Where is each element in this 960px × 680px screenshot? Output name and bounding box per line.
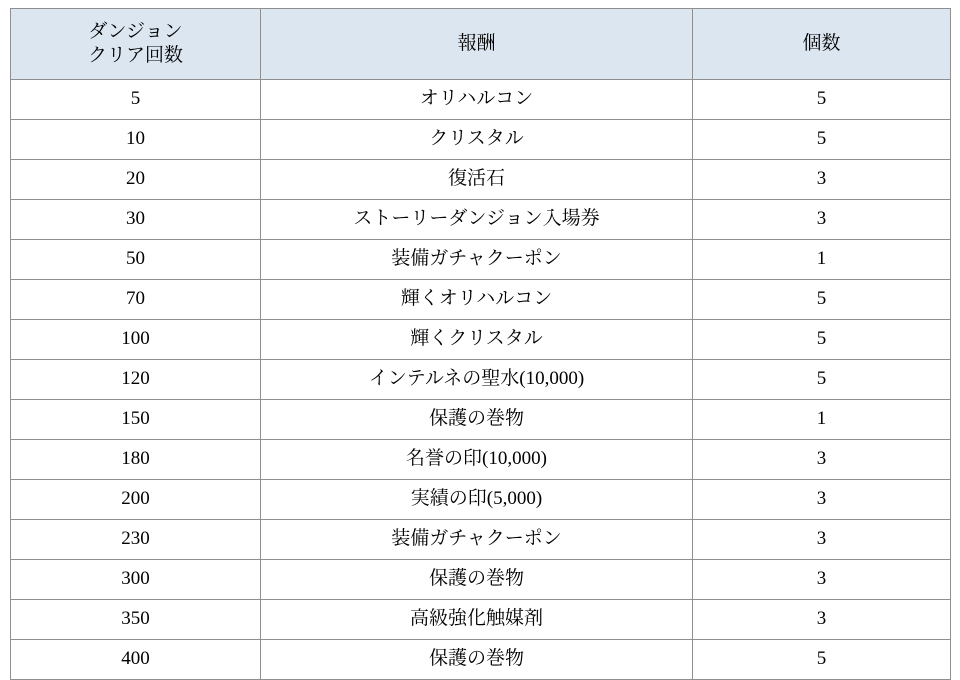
cell-count: 5 [693,320,951,360]
cell-reward: インテルネの聖水(10,000) [261,360,693,400]
cell-reward: 輝くオリハルコン [261,280,693,320]
cell-clear-count: 180 [11,440,261,480]
table-row [11,400,951,440]
cell-clear-count: 230 [11,520,261,560]
cell-clear-count: 30 [11,200,261,240]
cell-count: 1 [693,240,951,280]
cell-clear-count: 70 [11,280,261,320]
cell-count: 5 [693,360,951,400]
cell-clear-count: 100 [11,320,261,360]
cell-reward: 保護の巻物 [261,400,693,440]
cell-reward: 復活石 [261,160,693,200]
table-row [11,360,951,400]
table-row [11,160,951,200]
cell-clear-count: 20 [11,160,261,200]
table-header-row [11,9,951,80]
cell-count: 3 [693,520,951,560]
column-header-count-line1: 個数 [802,32,841,54]
table-row [11,200,951,240]
column-header-clear-count [11,9,261,80]
column-header-clear-count-line1: ダンジョン [88,20,183,42]
table-row [11,520,951,560]
cell-reward: ストーリーダンジョン入場券 [261,200,693,240]
table-row [11,240,951,280]
cell-reward: 保護の巻物 [261,640,693,680]
table-row [11,320,951,360]
column-header-clear-count-line2: クリア回数 [87,45,183,66]
cell-reward: 装備ガチャクーポン [261,520,693,560]
cell-reward: クリスタル [261,120,693,160]
cell-clear-count: 200 [11,480,261,520]
table-row [11,80,951,120]
table-row [11,440,951,480]
table-row [11,480,951,520]
table-body [11,80,951,680]
cell-clear-count: 50 [11,240,261,280]
table-row [11,560,951,600]
column-header-count [693,9,951,80]
cell-clear-count: 400 [11,640,261,680]
cell-reward: 高級強化触媒剤 [261,600,693,640]
table-row [11,120,951,160]
cell-count: 3 [693,600,951,640]
cell-count: 5 [693,280,951,320]
dungeon-reward-table [10,8,951,680]
cell-reward: 保護の巻物 [261,560,693,600]
cell-count: 5 [693,120,951,160]
cell-count: 1 [693,400,951,440]
cell-reward: 輝くクリスタル [261,320,693,360]
table-row [11,600,951,640]
cell-count: 3 [693,200,951,240]
table-row [11,280,951,320]
column-header-reward-line1: 報酬 [457,32,496,54]
cell-count: 5 [693,640,951,680]
cell-clear-count: 5 [11,80,261,120]
cell-clear-count: 350 [11,600,261,640]
cell-count: 3 [693,160,951,200]
cell-count: 3 [693,440,951,480]
cell-clear-count: 300 [11,560,261,600]
cell-reward: 装備ガチャクーポン [261,240,693,280]
cell-count: 3 [693,560,951,600]
table-row [11,640,951,680]
table-header [11,9,951,80]
cell-count: 3 [693,480,951,520]
cell-reward: オリハルコン [261,80,693,120]
cell-clear-count: 10 [11,120,261,160]
cell-count: 5 [693,80,951,120]
cell-clear-count: 150 [11,400,261,440]
column-header-reward [261,9,693,80]
cell-reward: 実績の印(5,000) [261,480,693,520]
cell-clear-count: 120 [11,360,261,400]
cell-reward: 名誉の印(10,000) [261,440,693,480]
